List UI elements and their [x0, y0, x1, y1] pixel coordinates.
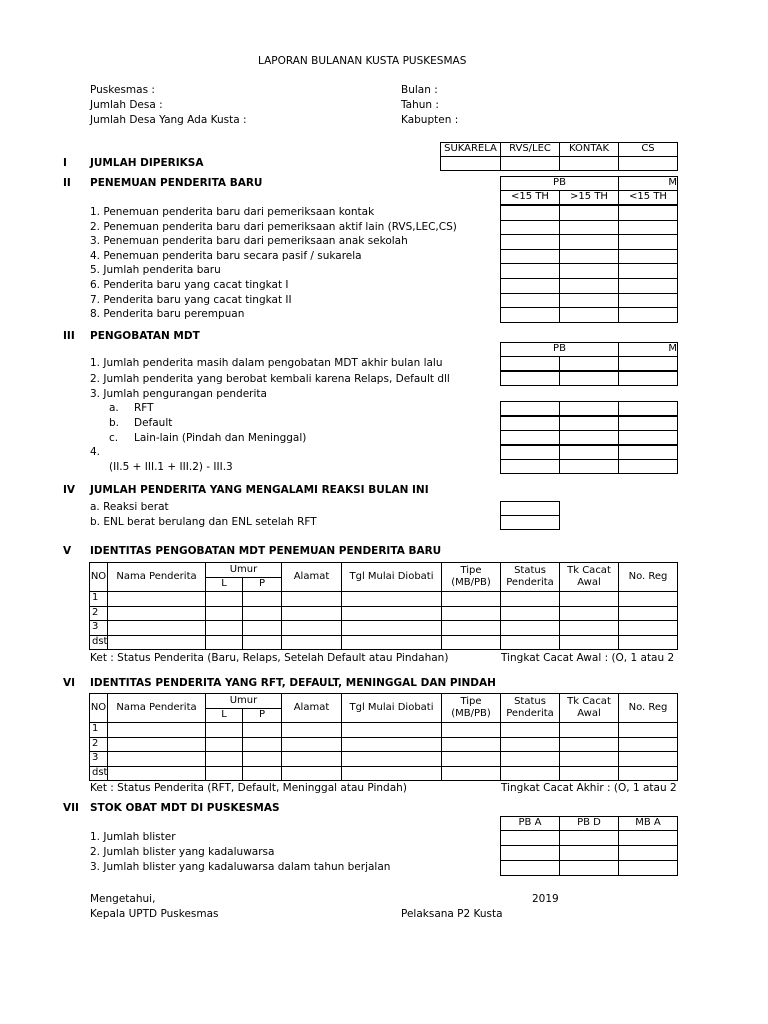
table-cell[interactable] — [242, 591, 282, 607]
table-cell[interactable] — [441, 751, 501, 767]
subcol-mb-under15: <15 TH — [618, 190, 678, 205]
table-cell[interactable] — [559, 766, 619, 782]
input-cell[interactable] — [500, 220, 560, 236]
table-cell[interactable] — [281, 591, 342, 607]
col-alamat: Alamat — [281, 693, 342, 723]
list-item: 5. Jumlah penderita baru — [90, 264, 221, 277]
table-cell[interactable] — [500, 620, 560, 636]
col-umur-l: L — [205, 577, 243, 592]
input-cell[interactable] — [618, 156, 678, 171]
table-cell[interactable] — [107, 620, 206, 636]
table-cell[interactable] — [441, 722, 501, 738]
input-cell[interactable] — [500, 860, 560, 876]
col-status-line1: Status — [514, 565, 546, 576]
table-cell[interactable] — [618, 722, 678, 738]
table-cell[interactable] — [341, 620, 442, 636]
col-tgl-mulai: Tgl Mulai Diobati — [341, 693, 442, 723]
table-cell[interactable] — [618, 606, 678, 622]
table-cell[interactable] — [618, 751, 678, 767]
sub-item-marker: a. — [109, 402, 119, 414]
input-cell[interactable] — [500, 278, 560, 294]
table-cell[interactable] — [559, 591, 619, 607]
table-cell[interactable] — [205, 751, 243, 767]
input-cell[interactable] — [559, 416, 619, 431]
input-cell[interactable] — [559, 249, 619, 265]
input-cell[interactable] — [500, 249, 560, 265]
table-cell[interactable] — [341, 722, 442, 738]
input-cell[interactable] — [618, 430, 678, 445]
table-cell[interactable] — [500, 591, 560, 607]
input-cell[interactable] — [500, 263, 560, 279]
section-number: VII — [63, 802, 79, 814]
list-item: 2. Jumlah penderita yang berobat kembali karena Relaps, Default dll — [90, 373, 450, 385]
table-cell[interactable] — [281, 737, 342, 753]
table-cell[interactable] — [618, 766, 678, 782]
input-cell[interactable] — [618, 249, 678, 265]
table-cell[interactable] — [205, 606, 243, 622]
input-cell[interactable] — [500, 830, 560, 846]
col-tk-cacat-line1: Tk Cacat — [567, 696, 611, 707]
list-item: a. Reaksi berat — [90, 501, 169, 513]
table-cell[interactable] — [242, 751, 282, 767]
table-cell[interactable] — [618, 635, 678, 651]
col-status-line2: Penderita — [506, 577, 554, 588]
table-cell[interactable] — [205, 722, 243, 738]
list-item: 1. Jumlah blister — [90, 831, 176, 843]
input-cell[interactable] — [618, 278, 678, 294]
input-cell[interactable] — [559, 205, 619, 221]
input-cell[interactable] — [559, 356, 619, 371]
list-item: 7. Penderita baru yang cacat tingkat II — [90, 293, 292, 306]
pelaksana-label: Pelaksana P2 Kusta — [401, 908, 503, 920]
col-pb-d: PB D — [559, 816, 619, 831]
table-cell[interactable] — [441, 591, 501, 607]
table-cell[interactable] — [441, 606, 501, 622]
col-tipe-line2: (MB/PB) — [451, 577, 491, 588]
input-cell[interactable] — [618, 205, 678, 221]
table-cell[interactable] — [107, 737, 206, 753]
label-tahun: Tahun : — [401, 99, 439, 111]
input-cell[interactable] — [559, 307, 619, 323]
col-umur-p: P — [242, 708, 282, 723]
col-sukarela: SUKARELA — [440, 142, 501, 157]
kepala-label: Kepala UPTD Puskesmas — [90, 908, 219, 920]
input-cell[interactable] — [618, 371, 678, 386]
list-item: 3. Penemuan penderita baru dari pemeriksaan anak sekolah — [90, 235, 408, 248]
table-cell[interactable] — [242, 766, 282, 782]
table-cell[interactable] — [500, 722, 560, 738]
sub-item-marker: c. — [109, 432, 119, 444]
input-cell[interactable] — [559, 445, 619, 460]
col-tipe — [441, 562, 501, 592]
input-cell[interactable] — [440, 156, 501, 171]
input-cell[interactable] — [618, 845, 678, 861]
col-tipe-line1: Tipe — [460, 696, 482, 707]
page-title: LAPORAN BULANAN KUSTA PUSKESMAS — [258, 55, 467, 67]
table-cell[interactable] — [559, 606, 619, 622]
group-pb: PB — [500, 176, 619, 191]
label-kabupaten: Kabupten : — [401, 114, 459, 126]
table-cell[interactable] — [281, 766, 342, 782]
table-cell[interactable] — [559, 722, 619, 738]
label-puskesmas: Puskesmas : — [90, 84, 155, 96]
table-cell[interactable] — [341, 606, 442, 622]
list-item: 6. Penderita baru yang cacat tingkat I — [90, 279, 289, 291]
col-umur-l: L — [205, 708, 243, 723]
table-cell[interactable] — [107, 751, 206, 767]
table-cell[interactable] — [500, 766, 560, 782]
input-cell[interactable] — [500, 205, 560, 221]
col-tipe-line1: Tipe — [460, 565, 482, 576]
input-cell[interactable] — [500, 416, 560, 431]
col-tk-cacat-line2: Awal — [577, 577, 601, 588]
input-cell[interactable] — [559, 220, 619, 236]
table-cell[interactable] — [500, 606, 560, 622]
group-mb: M — [618, 176, 678, 191]
col-umur-p: P — [242, 577, 282, 592]
row-number: 2 — [89, 737, 108, 753]
section-title: JUMLAH DIPERIKSA — [90, 157, 204, 169]
input-cell[interactable] — [500, 401, 560, 416]
col-pb-a: PB A — [500, 816, 560, 831]
section-title: PENEMUAN PENDERITA BARU — [90, 177, 263, 189]
section-title: STOK OBAT MDT DI PUSKESMAS — [90, 802, 280, 814]
input-cell[interactable] — [500, 459, 560, 474]
input-cell[interactable] — [559, 156, 619, 171]
row-number: 1 — [89, 722, 108, 738]
col-status-line2: Penderita — [506, 708, 554, 719]
table-cell[interactable] — [205, 766, 243, 782]
table-cell[interactable] — [341, 737, 442, 753]
input-cell[interactable] — [618, 416, 678, 431]
section-number: II — [63, 177, 71, 189]
input-cell[interactable] — [500, 356, 560, 371]
subcol-pb-over15: >15 TH — [559, 190, 619, 205]
sub-item-marker: b. — [109, 417, 120, 429]
table-cell[interactable] — [500, 751, 560, 767]
row-number: dst — [89, 766, 108, 782]
table-cell[interactable] — [242, 620, 282, 636]
table-cell[interactable] — [441, 737, 501, 753]
table-cell[interactable] — [441, 766, 501, 782]
input-cell[interactable] — [500, 501, 560, 516]
table-cell[interactable] — [205, 591, 243, 607]
table-cell[interactable] — [205, 620, 243, 636]
row-number: 3 — [89, 751, 108, 767]
col-alamat: Alamat — [281, 562, 342, 592]
sub-item-label: Default — [134, 417, 173, 429]
col-umur: Umur — [205, 693, 282, 709]
col-tipe-line2: (MB/PB) — [451, 708, 491, 719]
col-kontak: KONTAK — [559, 142, 619, 157]
col-status — [500, 562, 560, 592]
label-bulan: Bulan : — [401, 84, 438, 96]
table-cell[interactable] — [107, 722, 206, 738]
table-cell[interactable] — [242, 606, 282, 622]
table-cell[interactable] — [281, 722, 342, 738]
col-status-line1: Status — [514, 696, 546, 707]
col-no-reg: No. Reg — [618, 693, 678, 723]
input-cell[interactable] — [500, 293, 560, 309]
list-item: 4. — [90, 446, 101, 458]
table-cell[interactable] — [281, 620, 342, 636]
table-cell[interactable] — [341, 591, 442, 607]
group-mb: M — [618, 342, 678, 357]
input-cell[interactable] — [559, 371, 619, 386]
table-cell[interactable] — [618, 737, 678, 753]
table-cell[interactable] — [559, 737, 619, 753]
table-cell[interactable] — [107, 606, 206, 622]
table-cell[interactable] — [341, 635, 442, 651]
list-item: 2. Jumlah blister yang kadaluwarsa — [90, 846, 275, 858]
col-tipe — [441, 693, 501, 723]
group-pb: PB — [500, 342, 619, 357]
section-number: V — [63, 545, 72, 557]
note: Tingkat Cacat Akhir : (O, 1 atau 2 — [501, 782, 677, 794]
table-cell[interactable] — [281, 751, 342, 767]
table-cell[interactable] — [500, 635, 560, 651]
sub-item-label: Lain-lain (Pindah dan Meninggal) — [134, 432, 307, 444]
input-cell[interactable] — [559, 293, 619, 309]
section-number: IV — [63, 484, 76, 496]
table-cell[interactable] — [242, 635, 282, 651]
input-cell[interactable] — [618, 293, 678, 309]
table-cell[interactable] — [618, 591, 678, 607]
input-cell[interactable] — [618, 307, 678, 323]
mengetahui-label: Mengetahui, — [90, 893, 156, 905]
table-cell[interactable] — [441, 620, 501, 636]
note: Tingkat Cacat Awal : (O, 1 atau 2 — [501, 652, 675, 664]
col-cs: CS — [618, 142, 678, 157]
note: Ket : Status Penderita (Baru, Relaps, Setelah Default atau Pindahan) — [90, 652, 449, 664]
input-cell[interactable] — [500, 307, 560, 323]
input-cell[interactable] — [618, 356, 678, 371]
input-cell[interactable] — [500, 845, 560, 861]
section-number: I — [63, 157, 67, 169]
section-number: VI — [63, 677, 76, 689]
table-cell[interactable] — [500, 737, 560, 753]
table-cell[interactable] — [618, 620, 678, 636]
label-desa-kusta: Jumlah Desa Yang Ada Kusta : — [90, 114, 247, 126]
table-cell[interactable] — [341, 751, 442, 767]
col-tk-cacat — [559, 562, 619, 592]
table-cell[interactable] — [107, 635, 206, 651]
input-cell[interactable] — [559, 830, 619, 846]
input-cell[interactable] — [500, 445, 560, 460]
col-no: NO — [89, 693, 108, 723]
table-cell[interactable] — [107, 591, 206, 607]
input-cell[interactable] — [618, 401, 678, 416]
input-cell[interactable] — [559, 845, 619, 861]
input-cell[interactable] — [618, 459, 678, 474]
col-no: NO — [89, 562, 108, 592]
row-number: 1 — [89, 591, 108, 607]
input-cell[interactable] — [618, 860, 678, 876]
input-cell[interactable] — [618, 830, 678, 846]
section-title: PENGOBATAN MDT — [90, 330, 200, 342]
table-cell[interactable] — [341, 766, 442, 782]
list-item: 3. Jumlah blister yang kadaluwarsa dalam tahun berjalan — [90, 861, 391, 873]
input-cell[interactable] — [618, 263, 678, 279]
table-cell[interactable] — [107, 766, 206, 782]
table-cell[interactable] — [242, 737, 282, 753]
table-cell[interactable] — [281, 606, 342, 622]
input-cell[interactable] — [500, 234, 560, 250]
col-rvs-lec: RVS/LEC — [500, 142, 560, 157]
input-cell[interactable] — [618, 234, 678, 250]
input-cell[interactable] — [618, 220, 678, 236]
col-mb-a: MB A — [618, 816, 678, 831]
col-tk-cacat — [559, 693, 619, 723]
input-cell[interactable] — [500, 515, 560, 530]
table-cell[interactable] — [441, 635, 501, 651]
input-cell[interactable] — [618, 445, 678, 460]
table-cell[interactable] — [281, 635, 342, 651]
table-cell[interactable] — [559, 635, 619, 651]
list-item: 1. Jumlah penderita masih dalam pengobatan MDT akhir bulan lalu — [90, 357, 443, 369]
list-item: 2. Penemuan penderita baru dari pemeriksaan aktif lain (RVS,LEC,CS) — [90, 220, 457, 233]
row-number: 3 — [89, 620, 108, 636]
input-cell[interactable] — [559, 860, 619, 876]
row-number: dst — [89, 635, 108, 651]
input-cell[interactable] — [559, 430, 619, 445]
input-cell[interactable] — [500, 430, 560, 445]
col-tk-cacat-line1: Tk Cacat — [567, 565, 611, 576]
input-cell[interactable] — [500, 371, 560, 386]
input-cell[interactable] — [559, 234, 619, 250]
section-title: IDENTITAS PENGOBATAN MDT PENEMUAN PENDERITA BARU — [90, 545, 442, 557]
section-number: III — [63, 330, 75, 342]
input-cell[interactable] — [559, 278, 619, 294]
row-number: 2 — [89, 606, 108, 622]
section-title: IDENTITAS PENDERITA YANG RFT, DEFAULT, MENINGGAL DAN PINDAH — [90, 677, 496, 689]
year-label: 2019 — [532, 893, 559, 905]
input-cell[interactable] — [559, 401, 619, 416]
list-item: 8. Penderita baru perempuan — [90, 308, 245, 321]
formula: (II.5 + III.1 + III.2) - III.3 — [109, 461, 233, 473]
input-cell[interactable] — [559, 459, 619, 474]
table-cell[interactable] — [559, 620, 619, 636]
section-title: JUMLAH PENDERITA YANG MENGALAMI REAKSI BULAN INI — [90, 484, 429, 496]
input-cell[interactable] — [559, 263, 619, 279]
col-tgl-mulai: Tgl Mulai Diobati — [341, 562, 442, 592]
table-cell[interactable] — [205, 635, 243, 651]
col-nama: Nama Penderita — [107, 693, 206, 723]
list-item: 3. Jumlah pengurangan penderita — [90, 388, 267, 400]
list-item: 4. Penemuan penderita baru secara pasif / sukarela — [90, 249, 362, 262]
table-cell[interactable] — [559, 751, 619, 767]
input-cell[interactable] — [500, 156, 560, 171]
label-jumlah-desa: Jumlah Desa : — [90, 99, 163, 111]
col-status — [500, 693, 560, 723]
sub-item-label: RFT — [134, 402, 154, 414]
col-tk-cacat-line2: Awal — [577, 708, 601, 719]
list-item: b. ENL berat berulang dan ENL setelah RFT — [90, 516, 317, 528]
note: Ket : Status Penderita (RFT, Default, Meninggal atau Pindah) — [90, 782, 407, 794]
subcol-pb-under15: <15 TH — [500, 190, 560, 205]
col-nama: Nama Penderita — [107, 562, 206, 592]
list-item: 1. Penemuan penderita baru dari pemeriksaan kontak — [90, 206, 375, 218]
table-cell[interactable] — [242, 722, 282, 738]
col-no-reg: No. Reg — [618, 562, 678, 592]
table-cell[interactable] — [205, 737, 243, 753]
col-umur: Umur — [205, 562, 282, 578]
